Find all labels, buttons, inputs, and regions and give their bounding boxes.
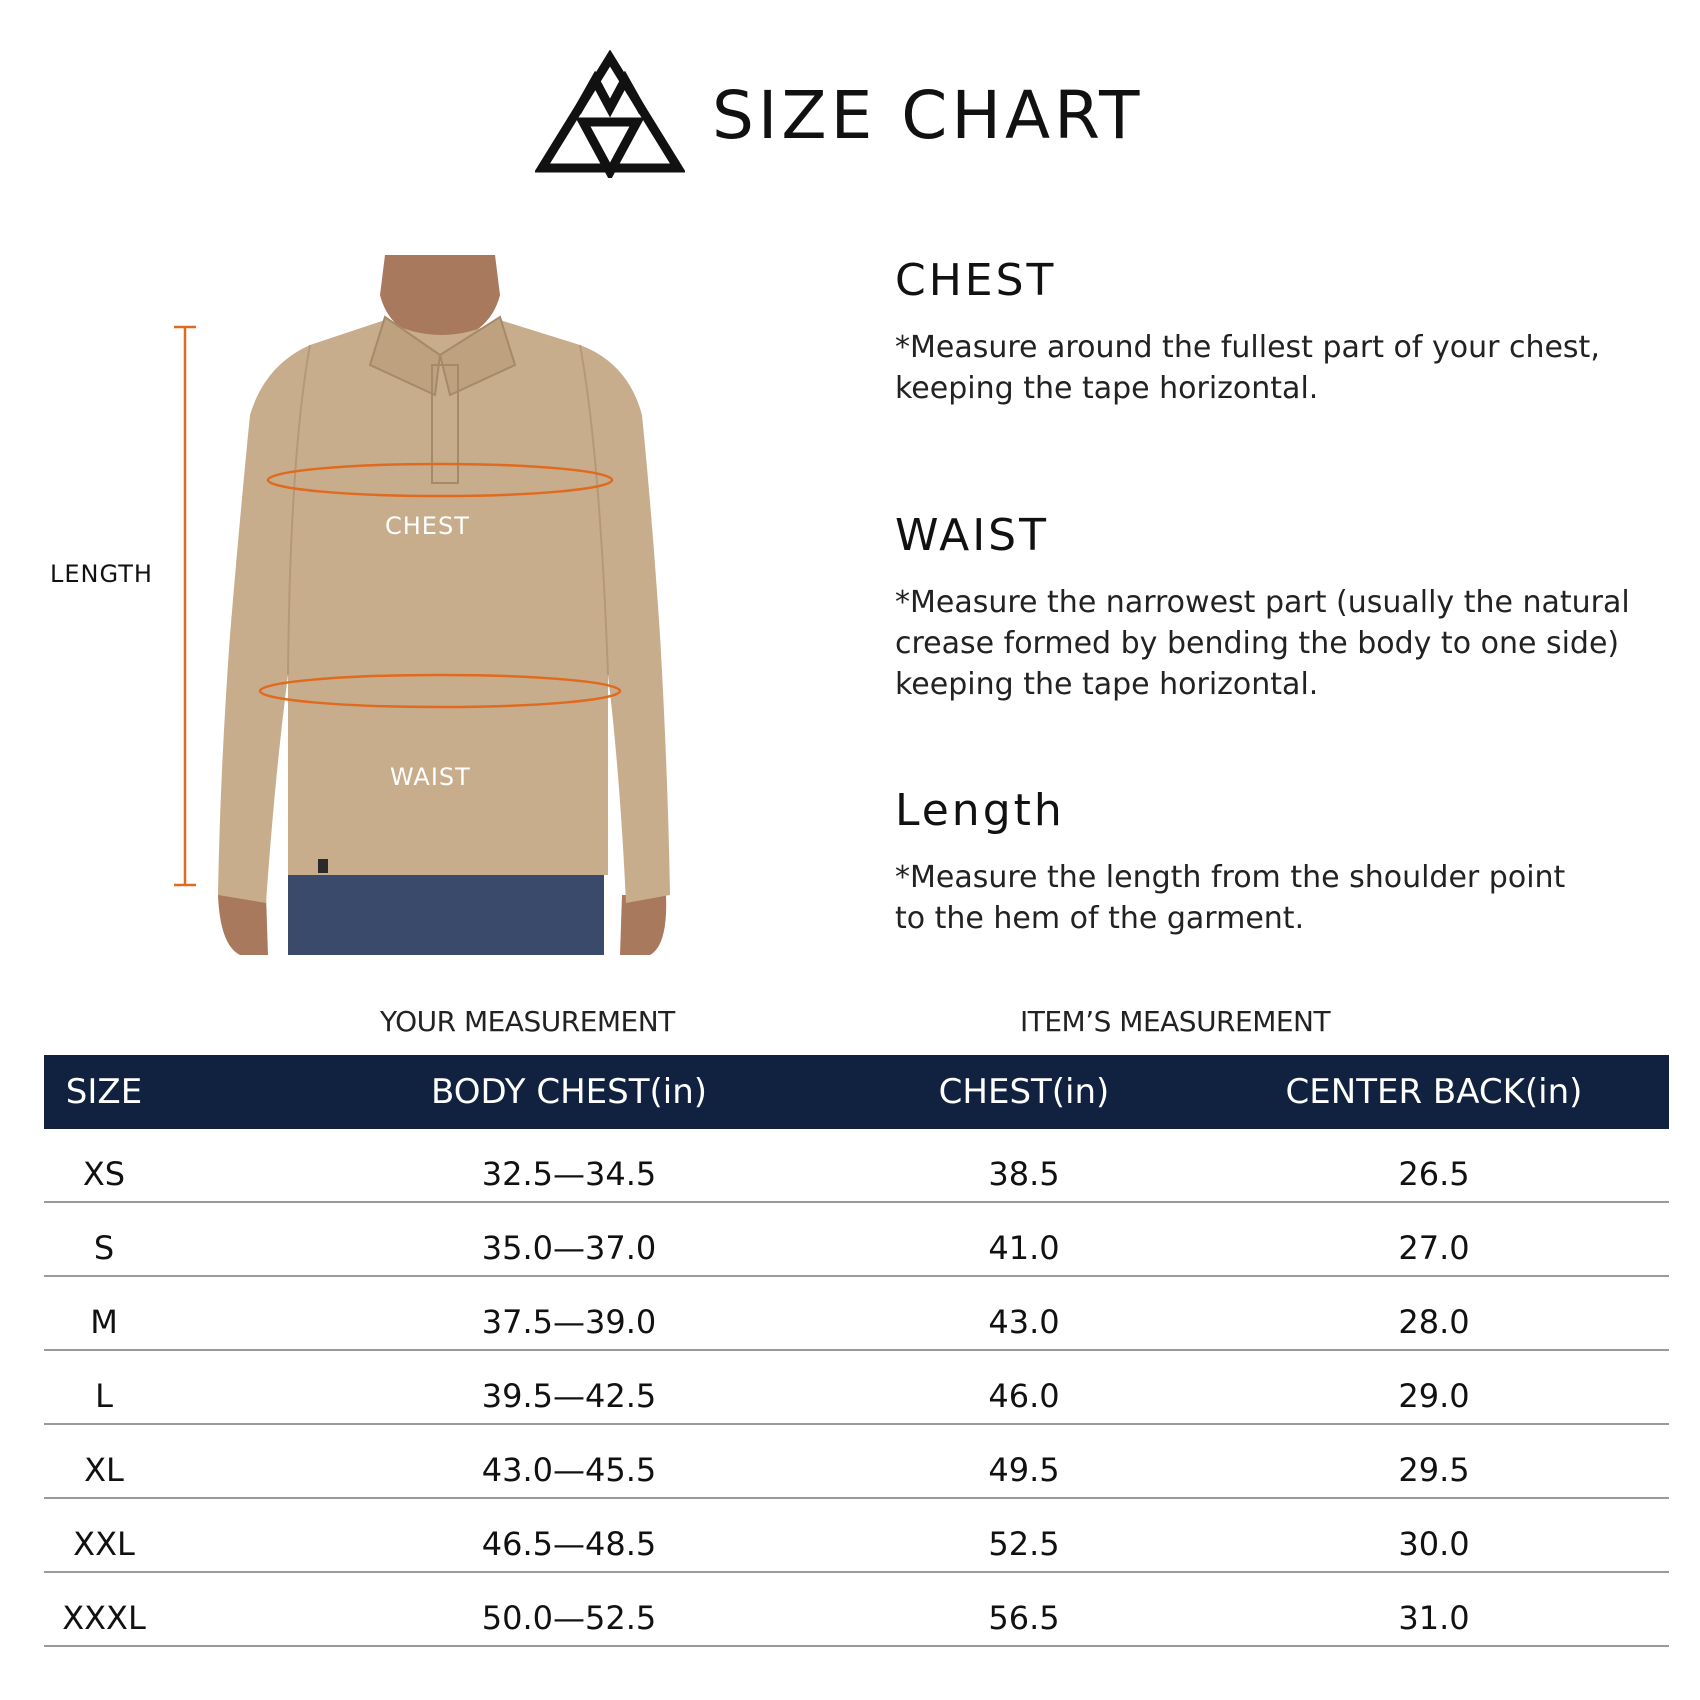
size-table-body	[44, 1129, 1669, 1647]
table-row	[44, 1499, 1669, 1573]
column-header-chest: CHEST(in)	[938, 1072, 1110, 1112]
center-back-cell: 30.0	[1398, 1525, 1470, 1563]
size-cell: M	[90, 1303, 118, 1341]
length-heading: Length	[895, 785, 1065, 836]
body-chest-cell: 46.5—48.5	[481, 1525, 657, 1563]
chest-cell: 38.5	[988, 1155, 1060, 1193]
body-chest-cell: 35.0—37.0	[481, 1229, 657, 1267]
body-chest-cell: 50.0—52.5	[481, 1599, 657, 1637]
center-back-cell: 26.5	[1398, 1155, 1470, 1193]
center-back-cell: 29.0	[1398, 1377, 1470, 1415]
center-back-cell: 31.0	[1398, 1599, 1470, 1637]
size-cell: L	[95, 1377, 113, 1415]
table-row	[44, 1129, 1669, 1203]
column-header-size: SIZE	[65, 1072, 143, 1112]
chest-cell: 49.5	[988, 1451, 1060, 1489]
size-cell: XL	[84, 1451, 124, 1489]
column-header-center-back: CENTER BACK(in)	[1285, 1072, 1583, 1112]
size-cell: XXL	[73, 1525, 135, 1563]
triangle-mountain-logo-icon	[535, 50, 685, 178]
chest-heading: CHEST	[895, 255, 1057, 306]
model-shirt-illustration	[40, 255, 700, 955]
page-title: SIZE CHART	[712, 77, 1144, 154]
chest-cell: 46.0	[988, 1377, 1060, 1415]
body-chest-cell: 37.5—39.0	[481, 1303, 657, 1341]
table-row	[44, 1573, 1669, 1647]
table-group-labels	[0, 1005, 1700, 1045]
your-measurement-label: YOUR MEASUREMENT	[380, 1005, 675, 1038]
waist-heading: WAIST	[895, 510, 1049, 561]
center-back-cell: 27.0	[1398, 1229, 1470, 1267]
length-instructions: *Measure the length from the shoulder point to the hem of the garment.	[895, 860, 1566, 936]
size-cell: XXXL	[62, 1599, 146, 1637]
table-row	[44, 1351, 1669, 1425]
body-chest-cell: 43.0—45.5	[481, 1451, 657, 1489]
column-header-body-chest: BODY CHEST(in)	[430, 1072, 708, 1112]
items-measurement-label: ITEM’S MEASUREMENT	[1020, 1005, 1331, 1038]
waist-guide	[895, 510, 1685, 705]
size-table-header	[44, 1055, 1669, 1129]
chest-cell: 41.0	[988, 1229, 1060, 1267]
waist-instructions: *Measure the narrowest part (usually the natural crease formed by bending the body to one side) keeping the tape horizontal.	[895, 585, 1630, 702]
length-label: LENGTH	[50, 560, 153, 588]
center-back-cell: 28.0	[1398, 1303, 1470, 1341]
body-chest-cell: 39.5—42.5	[481, 1377, 657, 1415]
size-cell: XS	[82, 1155, 126, 1193]
table-row	[44, 1203, 1669, 1277]
size-cell: S	[93, 1229, 115, 1267]
center-back-cell: 29.5	[1398, 1451, 1470, 1489]
chest-instructions: *Measure around the fullest part of your chest, keeping the tape horizontal.	[895, 330, 1600, 406]
page-header	[0, 40, 1700, 180]
table-row	[44, 1425, 1669, 1499]
table-row	[44, 1277, 1669, 1351]
chest-marker-label: CHEST	[385, 512, 470, 540]
chest-guide	[895, 255, 1685, 409]
chest-cell: 56.5	[988, 1599, 1060, 1637]
chest-cell: 43.0	[988, 1303, 1060, 1341]
waist-marker-label: WAIST	[390, 763, 471, 791]
body-chest-cell: 32.5—34.5	[481, 1155, 657, 1193]
length-guide	[895, 785, 1685, 939]
chest-cell: 52.5	[988, 1525, 1060, 1563]
measurement-figure	[40, 255, 700, 955]
length-marker	[174, 327, 196, 885]
